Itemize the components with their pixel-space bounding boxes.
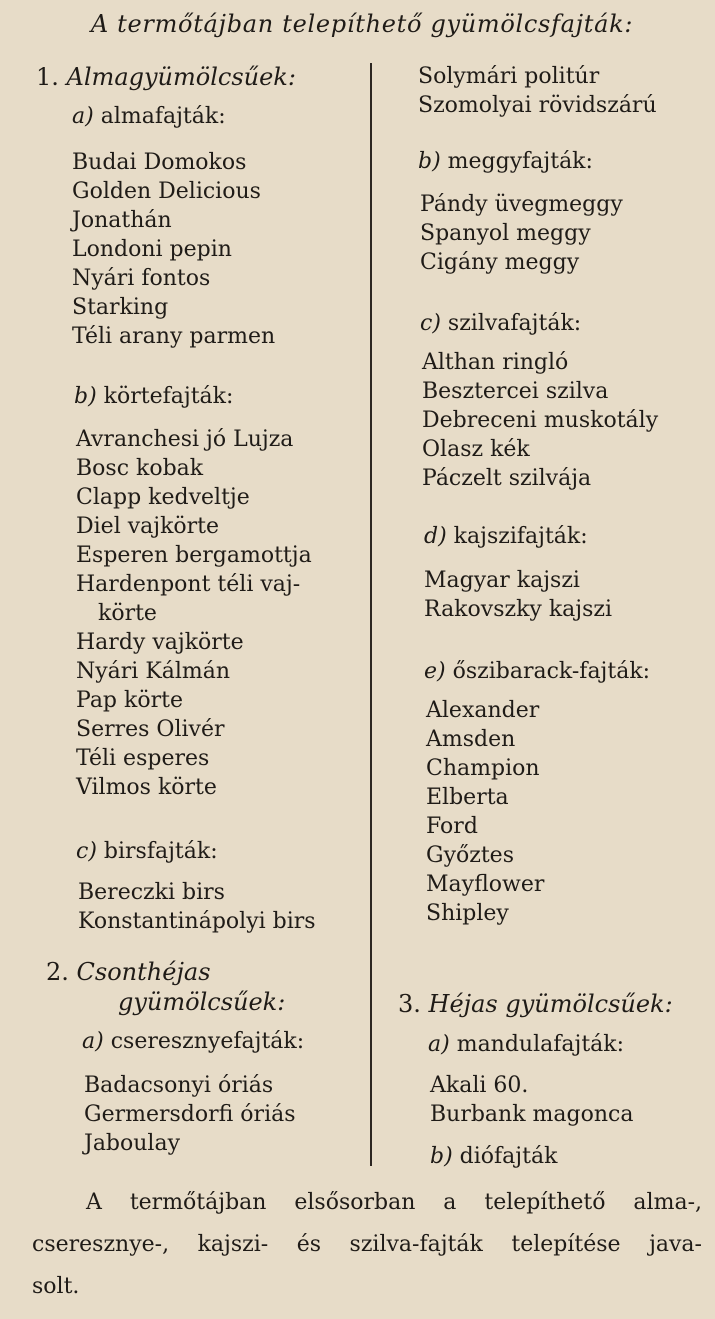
subheading-label: kajszifajták: [453,524,588,549]
column-divider [370,63,372,1166]
list-item: Konstantinápolyi birs [78,909,316,934]
list-item: Nyári fontos [72,266,211,291]
section-number: 3. [398,990,421,1018]
footer-line: cseresznye-, kajszi- és szilva-fajták telepítése java- [32,1232,702,1257]
subheading-label: birsfajták: [103,839,218,864]
list-item: Magyar kajszi [424,568,580,593]
subheading-letter: a) [72,104,94,129]
list-item: Szomolyai rövidszárú [418,93,657,118]
subheading-letter: e) [424,659,446,684]
list-item: Amsden [426,727,516,752]
list-item: Mayflower [426,872,545,897]
list-item: Debreceni muskotály [422,408,659,433]
footer-line: A termőtájban elsősorban a telepíthető alma-, [86,1190,702,1215]
peach-variety-list [426,696,544,928]
page-title: A termőtájban telepíthető gyümölcsfajták: [90,10,634,38]
subheading-quince [76,838,218,866]
almond-variety-list [430,1071,633,1129]
subheading-label: diófajták [459,1144,558,1169]
list-item: Serres Olivér [76,717,225,742]
list-item: Spanyol meggy [420,221,591,246]
list-item: Avranchesi jó Lujza [76,427,294,452]
section-number: 2. [46,958,69,986]
list-item: Champion [426,756,540,781]
section-label: Csonthéjas [76,958,211,986]
subheading-apple [72,103,226,131]
footer-paragraph [32,1182,702,1308]
list-item: Pándy üvegmeggy [420,192,623,217]
list-item: Ford [426,814,478,839]
subheading-letter: c) [420,311,441,336]
section-2-heading-line2 [118,988,285,1016]
list-item: Hardy vajkörte [76,630,244,655]
list-item: körte [98,601,157,626]
subheading-cherry [82,1028,304,1056]
list-item: Rakovszky kajszi [424,597,613,622]
apricot-variety-list [424,566,612,624]
list-item: Jonathán [72,208,172,233]
subheading-letter: d) [424,524,447,549]
subheading-label: szilvafajták: [447,311,582,336]
list-item: Golden Delicious [72,179,261,204]
subheading-pear [74,383,233,411]
list-item: Starking [72,295,169,320]
list-item: Esperen bergamottja [76,543,312,568]
subheading-label: körtefajták: [103,384,234,409]
subheading-walnut [430,1143,557,1171]
cherry-variety-list [84,1071,296,1158]
section-label: Almagyümölcsűek: [66,63,296,91]
sourcherry-variety-list [420,190,623,277]
list-item: Clapp kedveltje [76,485,250,510]
list-item: Cigány meggy [420,250,580,275]
list-item: Hardenpont téli vaj- [76,572,301,597]
list-item: Althan ringló [422,350,569,375]
list-item: Badacsonyi óriás [84,1073,274,1098]
section-label: Héjas gyümölcsűek: [428,990,673,1018]
subheading-peach [424,658,650,686]
list-item: Téli esperes [76,746,210,771]
list-item: Budai Domokos [72,150,247,175]
list-item: Nyári Kálmán [76,659,231,684]
subheading-sourcherry [418,148,593,176]
subheading-label: almafajták: [100,104,226,129]
list-item: Téli arany parmen [72,324,276,349]
subheading-letter: b) [418,149,441,174]
section-3-heading [398,990,673,1018]
list-item: Alexander [426,698,540,723]
list-item: Győztes [426,843,514,868]
subheading-letter: c) [76,839,97,864]
list-item: Bosc kobak [76,456,204,481]
quince-variety-list [78,878,316,936]
list-item: Diel vajkörte [76,514,220,539]
apple-variety-list [72,148,275,351]
list-item: Jaboulay [84,1131,181,1156]
plum-variety-list [422,348,658,493]
subheading-label: őszibarack-fajták: [452,659,651,684]
section-label: gyümölcsűek: [118,988,286,1016]
list-item: Besztercei szilva [422,379,609,404]
section-number: 1. [36,63,59,91]
list-item: Akali 60. [430,1073,529,1098]
section-2-heading [46,958,211,986]
subheading-apricot [424,523,588,551]
subheading-letter: a) [428,1032,450,1057]
list-item: Pap körte [76,688,183,713]
subheading-letter: a) [82,1029,104,1054]
list-item: Germersdorfi óriás [84,1102,296,1127]
subheading-label: meggyfajták: [447,149,593,174]
list-item: Bereczki birs [78,880,225,905]
subheading-label: mandulafajták: [456,1032,625,1057]
cherry-variety-list-continued [418,62,657,120]
list-item: Vilmos körte [76,775,217,800]
pear-variety-list [76,425,312,802]
list-item: Solymári politúr [418,64,600,89]
list-item: Olasz kék [422,437,530,462]
subheading-letter: b) [430,1144,453,1169]
list-item: Elberta [426,785,509,810]
footer-line: solt. [32,1274,80,1299]
subheading-label: cseresznyefajták: [110,1029,305,1054]
list-item: Londoni pepin [72,237,232,262]
list-item: Páczelt szilvája [422,466,592,491]
subheading-almond [428,1031,624,1059]
subheading-plum [420,310,581,338]
section-1-heading [36,63,296,91]
list-item: Burbank magonca [430,1102,634,1127]
subheading-letter: b) [74,384,97,409]
list-item: Shipley [426,901,509,926]
